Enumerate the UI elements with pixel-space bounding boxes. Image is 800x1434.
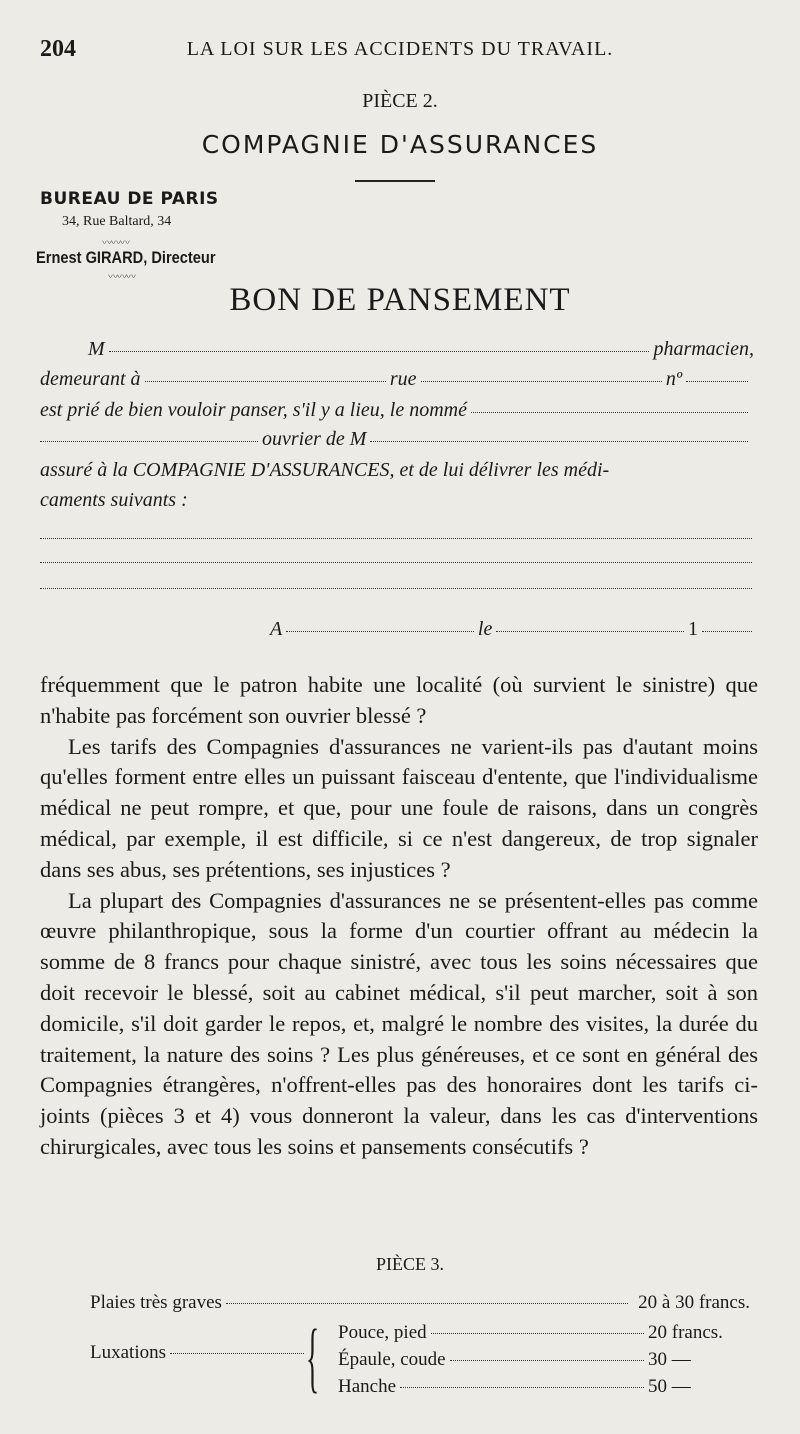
fee-value: 50 — xyxy=(648,1376,691,1397)
fee-row-luxations xyxy=(90,1342,308,1364)
paragraph: fréquemment que le patron habite une localité (où survient le sinistre) que n'habite pas forcément son ouvrier blessé ? xyxy=(40,672,758,728)
fee-value: 20 francs. xyxy=(648,1322,723,1343)
page-number: 204 xyxy=(40,36,76,62)
year-prefix: 1 xyxy=(688,618,698,640)
fill-in-blank xyxy=(40,562,752,563)
form-line-prie xyxy=(40,399,752,422)
fee-label: Hanche xyxy=(338,1376,397,1397)
fee-value: 20 à 30 francs. xyxy=(638,1292,750,1313)
running-title: LA LOI SUR LES ACCIDENTS DU TRAVAIL. xyxy=(186,38,614,60)
prie-text: est prié de bien vouloir panser, s'il y a lieu, le nommé xyxy=(40,399,467,421)
assure-text: assuré à la COMPAGNIE D'ASSURANCES, et de lui délivrer les médi- xyxy=(40,459,610,481)
paragraph: Les tarifs des Compagnies d'assurances ne varient-ils pas d'autant moins qu'elles forment entre elles un puissant faisceau d'entente, que l'individualisme médical ne peut rompre, et que, pour une foule de raisons, dans un congrès médical, par exemple, il est difficile, si ce n'est dangereux, de trop signaler dans ses abus, ses prétentions, ses injustices ? xyxy=(40,733,758,882)
ornament-wave: 〰〰〰 xyxy=(102,238,129,249)
bureau-name: BUREAU DE PARIS xyxy=(40,189,219,209)
company-name: COMPAGNIE D'ASSURANCES xyxy=(201,130,599,159)
form-line-date xyxy=(270,618,756,641)
fill-in-blank xyxy=(40,538,752,539)
fee-label: Luxations xyxy=(90,1342,166,1363)
demeurant-label: demeurant à xyxy=(40,368,141,390)
form-line-demeurant xyxy=(40,368,752,391)
fill-in-blank xyxy=(40,441,258,442)
le-label: le xyxy=(477,618,493,640)
curly-brace: { xyxy=(306,1313,320,1400)
director-name: Ernest GIRARD, Directeur xyxy=(36,248,216,267)
form-line-m xyxy=(88,338,754,361)
fee-value: 30 — xyxy=(648,1349,691,1370)
fee-row-luxation-item xyxy=(338,1376,752,1398)
leader-dots xyxy=(450,1360,644,1361)
leader-dots xyxy=(226,1303,628,1304)
fee-row-plaies xyxy=(90,1292,750,1314)
body-text xyxy=(40,670,758,1163)
m-label: M xyxy=(88,338,105,360)
fill-in-blank xyxy=(686,381,748,382)
fill-in-blank xyxy=(109,351,650,352)
form-line-ouvrier xyxy=(40,428,752,451)
fee-label: Plaies très graves xyxy=(90,1292,222,1313)
title-rule xyxy=(355,180,435,182)
paragraph: La plupart des Compagnies d'assurances ne se présentent-elles pas comme œuvre philanthropique, sous la forme d'un courtier offrant au médecin la somme de 8 francs pour chaque sinistré, avec tous les soins nécessaires que doit recevoir le blessé, soit au cabinet médical, s'il peut marcher, soit à son domicile, s'il doit garder le repos, et, malgré le nombre des visites, la durée du traitement, la nature des soins ? Les plus généreuses, et ce sont en général des Compagnies étrangères, n'offrent-elles pas des honoraires dont les tarifs ci-joints (pièces 3 et 4) vous donneront la valeur, dans les cas d'interventions chirurgicales, avec tous les soins et pansements consécutifs ? xyxy=(40,887,758,1159)
pharmacien-label: pharmacien, xyxy=(653,338,754,360)
leader-dots xyxy=(170,1353,304,1354)
ornament-wave: 〰〰〰 xyxy=(108,272,135,283)
a-label: A xyxy=(270,618,283,640)
fill-in-blank xyxy=(40,588,752,589)
form-heading: BON DE PANSEMENT xyxy=(229,282,571,318)
fill-in-blank xyxy=(370,441,748,442)
ouvrier-text: ouvrier de M xyxy=(262,428,367,450)
fill-in-blank xyxy=(471,412,748,413)
fill-in-blank xyxy=(145,381,386,382)
form-line-caments xyxy=(40,489,188,512)
bureau-address: 34, Rue Baltard, 34 xyxy=(62,214,172,229)
numero-label: nº xyxy=(665,368,683,390)
caments-text: caments suivants : xyxy=(40,489,188,511)
fill-in-blank xyxy=(421,381,662,382)
leader-dots xyxy=(400,1387,644,1388)
fee-row-luxation-item xyxy=(338,1322,752,1344)
fill-in-blank xyxy=(496,631,684,632)
fee-label: Pouce, pied xyxy=(338,1322,427,1343)
rue-label: rue xyxy=(389,368,417,390)
piece-3-title: PIÈCE 3. xyxy=(375,1254,444,1274)
fill-in-blank xyxy=(286,631,474,632)
leader-dots xyxy=(431,1333,644,1334)
fill-in-blank xyxy=(702,631,752,632)
fee-row-luxation-item xyxy=(338,1349,752,1371)
form-line-assure xyxy=(40,459,758,482)
piece-2-title: PIÈCE 2. xyxy=(362,90,438,112)
fee-label: Épaule, coude xyxy=(338,1349,446,1370)
